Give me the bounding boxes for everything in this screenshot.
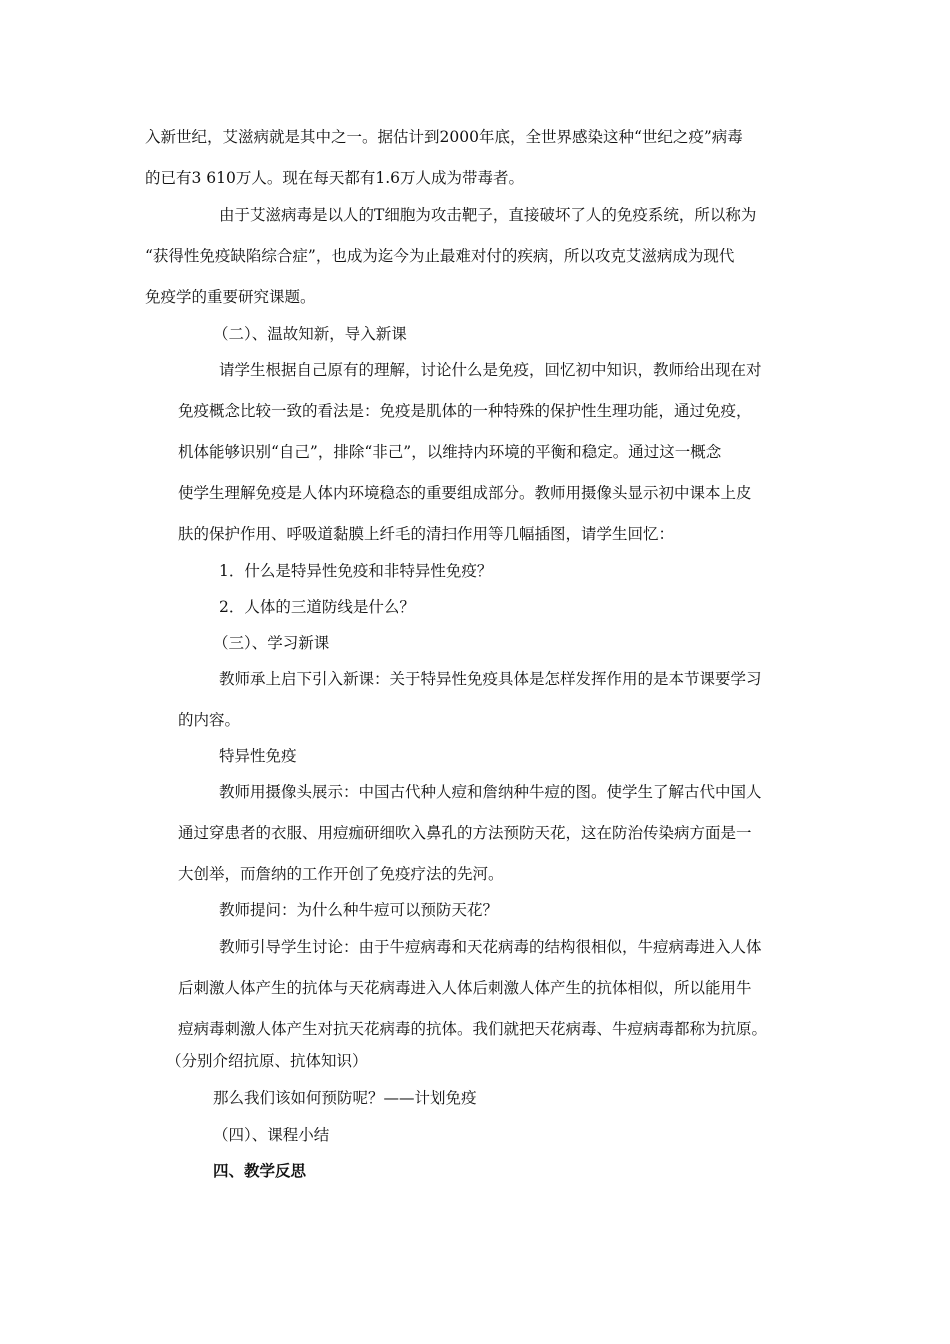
paragraph-line: 由于艾滋病毒是以人的T细胞为攻击靶子，直接破坏了人的免疫系统，所以称为 <box>219 206 757 224</box>
paragraph-line: 后刺激人体产生的抗体与天花病毒进入人体后刺激人体产生的抗体相似，所以能用牛 <box>178 979 752 997</box>
section-heading: （二）、温故知新，导入新课 <box>213 325 407 343</box>
chapter-heading: 四、教学反思 <box>213 1162 307 1180</box>
paragraph-line: 的内容。 <box>178 711 241 729</box>
paragraph-line: 的已有3 610万人。现在每天都有1.6万人成为带毒者。 <box>145 169 525 187</box>
paragraph-line: 入新世纪，艾滋病就是其中之一。据估计到2000年底，全世界感染这种“世纪之疫”病毒 <box>145 128 743 146</box>
paragraph-line: 教师用摄像头展示：中国古代种人痘和詹纳种牛痘的图。使学生了解古代中国人 <box>219 783 762 801</box>
paragraph-line: “获得性免疫缺陷综合症”，也成为迄今为止最难对付的疾病，所以攻克艾滋病成为现代 <box>145 247 735 265</box>
paragraph-line: 教师提问：为什么种牛痘可以预防天花？ <box>219 901 499 919</box>
paragraph-line: 教师承上启下引入新课：关于特异性免疫具体是怎样发挥作用的是本节课要学习 <box>219 670 762 688</box>
paragraph-line: 机体能够识别“自己”，排除“非己”，以维持内环境的平衡和稳定。通过这一概念 <box>178 443 722 461</box>
paragraph-line: （分别介绍抗原、抗体知识） <box>166 1052 368 1070</box>
paragraph-line: 大创举，而詹纳的工作开创了免疫疗法的先河。 <box>178 865 504 883</box>
paragraph-line: 教师引导学生讨论：由于牛痘病毒和天花病毒的结构很相似，牛痘病毒进入人体 <box>219 938 762 956</box>
paragraph-line: 通过穿患者的衣服、用痘痂研细吹入鼻孔的方法预防天花，这在防治传染病方面是一 <box>178 824 752 842</box>
paragraph-line: 免疫概念比较一致的看法是：免疫是肌体的一种特殊的保护性生理功能，通过免疫， <box>178 402 752 420</box>
paragraph-line: 痘病毒刺激人体产生对抗天花病毒的抗体。我们就把天花病毒、牛痘病毒都称为抗原。 <box>178 1020 768 1038</box>
list-item: 1．什么是特异性免疫和非特异性免疫？ <box>219 562 493 580</box>
section-heading: （四）、课程小结 <box>213 1126 330 1144</box>
paragraph-line: 那么我们该如何预防呢？——计划免疫 <box>213 1089 477 1107</box>
subheading: 特异性免疫 <box>219 747 297 765</box>
list-item: 2．人体的三道防线是什么？ <box>219 598 415 616</box>
paragraph-line: 请学生根据自己原有的理解，讨论什么是免疫，回忆初中知识，教师给出现在对 <box>219 361 762 379</box>
paragraph-line: 免疫学的重要研究课题。 <box>145 288 316 306</box>
paragraph-line: 使学生理解免疫是人体内环境稳态的重要组成部分。教师用摄像头显示初中课本上皮 <box>178 484 752 502</box>
section-heading: （三）、学习新课 <box>213 634 330 652</box>
paragraph-line: 肤的保护作用、呼吸道黏膜上纤毛的清扫作用等几幅插图，请学生回忆： <box>178 525 675 543</box>
